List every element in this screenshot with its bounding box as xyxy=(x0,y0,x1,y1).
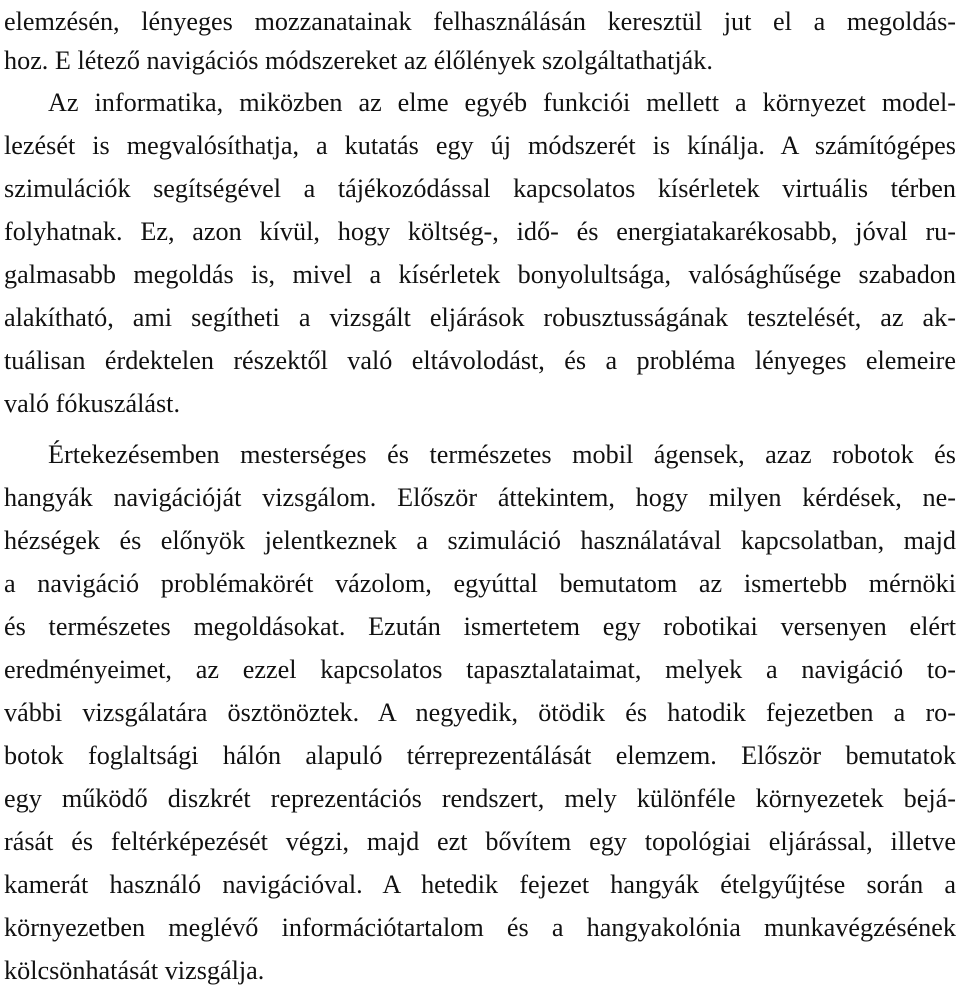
text-line: eredményeimet, az ezzel kapcsolatos tapasztalataimat, melyek a navigáció to- xyxy=(4,655,956,684)
text-line: botok foglaltsági hálón alapuló térreprezentálását elemzem. Először bemutatok xyxy=(4,741,956,770)
text-line: alakítható, ami segítheti a vizsgált eljárások robusztusságának tesztelését, az ak- xyxy=(4,303,956,332)
text-line: való fókuszálást. xyxy=(4,389,180,418)
text-line: és természetes megoldásokat. Ezután ismertetem egy robotikai versenyen elért xyxy=(4,612,956,641)
text-line: lezését is megvalósíthatja, a kutatás egy új módszerét is kínálja. A számítógépes xyxy=(4,131,956,160)
text-line: kölcsönhatását vizsgálja. xyxy=(4,956,265,985)
text-line: a navigáció problémakörét vázolom, egyúttal bemutatom az ismertebb mérnöki xyxy=(4,569,956,598)
text-line: tuálisan érdektelen részektől való eltávolodást, és a probléma lényeges elemeire xyxy=(4,346,956,375)
text-line: vábbi vizsgálatára ösztönöztek. A negyedik, ötödik és hatodik fejezetben a ro- xyxy=(4,698,956,727)
text-line: egy működő diszkrét reprezentációs rendszert, mely különféle környezetek bejá- xyxy=(4,784,956,813)
text-line: Értekezésemben mesterséges és természetes mobil ágensek, azaz robotok és xyxy=(48,440,956,469)
text-line: folyhatnak. Ez, azon kívül, hogy költség-, idő- és energiatakarékosabb, jóval ru- xyxy=(4,217,956,246)
text-line: galmasabb megoldás is, mivel a kísérletek bonyolultsága, valósághűsége szabadon xyxy=(4,260,956,289)
text-line: elemzésén, lényeges mozzanatainak felhasználásán keresztül jut el a megoldás- xyxy=(4,7,956,36)
text-line: kamerát használó navigációval. A hetedik fejezet hangyák ételgyűjtése során a xyxy=(4,870,956,899)
text-line: hézségek és előnyök jelentkeznek a szimuláció használatával kapcsolatban, majd xyxy=(4,526,956,555)
text-line: Az informatika, miközben az elme egyéb funkciói mellett a környezet model- xyxy=(48,88,956,117)
text-line: hangyák navigációját vizsgálom. Először áttekintem, hogy milyen kérdések, ne- xyxy=(4,483,956,512)
text-line: környezetben meglévő információtartalom és a hangyakolónia munkavégzésének xyxy=(4,913,956,942)
text-line: hoz. E létező navigációs módszereket az élőlények szolgáltathatják. xyxy=(4,46,713,75)
text-line: rását és feltérképezését végzi, majd ezt bővítem egy topológiai eljárással, illetve xyxy=(4,827,956,856)
text-line: szimulációk segítségével a tájékozódással kapcsolatos kísérletek virtuális térben xyxy=(4,174,956,203)
